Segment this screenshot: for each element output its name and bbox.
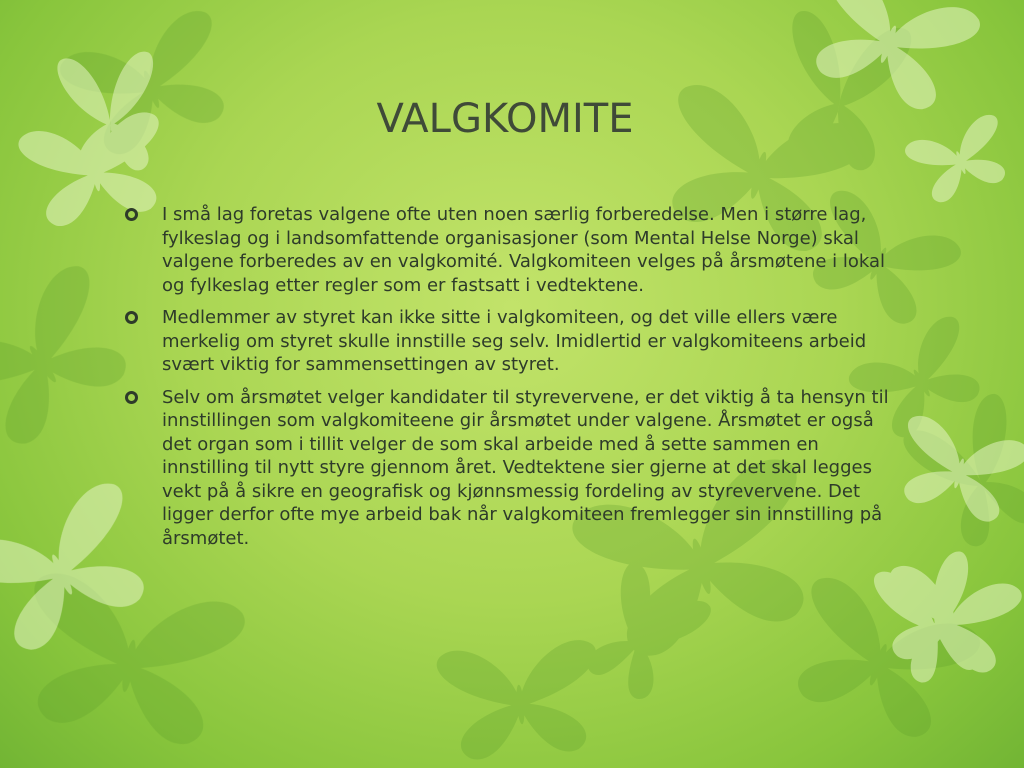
bullet-circle-icon [125,311,138,324]
bullet-circle-icon [125,208,138,221]
bullet-circle-icon [125,391,138,404]
bullet-text: Selv om årsmøtet velger kandidater til styrevervene, er det viktig å ta hensyn til innstillingen som valgkomiteene gir årsmøtet under valgene. Årsmøtet er også det organ som i tillit velger de som skal arbeide med å sette sammen en innstilling til nytt styre gjennom året. Vedtektene sier gjerne at det skal legges vekt på å sikre en geografisk og kjønnsmessig fordeling av styrevervene. Det ligger derfor ofte mye arbeid bak når valgkomiteen fremlegger sin innstilling på årsmøtet. [162,386,889,549]
bullet-item [120,386,900,551]
bullet-text: I små lag foretas valgene ofte uten noen særlig forberedelse. Men i større lag, fylkeslag og i landsomfattende organisasjoner (som Mental Helse Norge) skal valgene forberedes av en valgkomité. Valgkomiteen velges på årsmøtene i lokal og fylkeslag etter regler som er fastsatt i vedtektene. [162,204,886,296]
bullet-text: Medlemmer av styret kan ikke sitte i valgkomiteen, og det ville ellers være merkelig om styret skulle innstille seg selv. Imidlertid er valgkomiteens arbeid svært viktig for sammensettingen av styret. [162,307,867,375]
bullet-item [120,306,900,377]
bullet-list [120,203,900,559]
slide-title: VALGKOMITE [376,96,634,142]
bullet-item [120,203,900,297]
